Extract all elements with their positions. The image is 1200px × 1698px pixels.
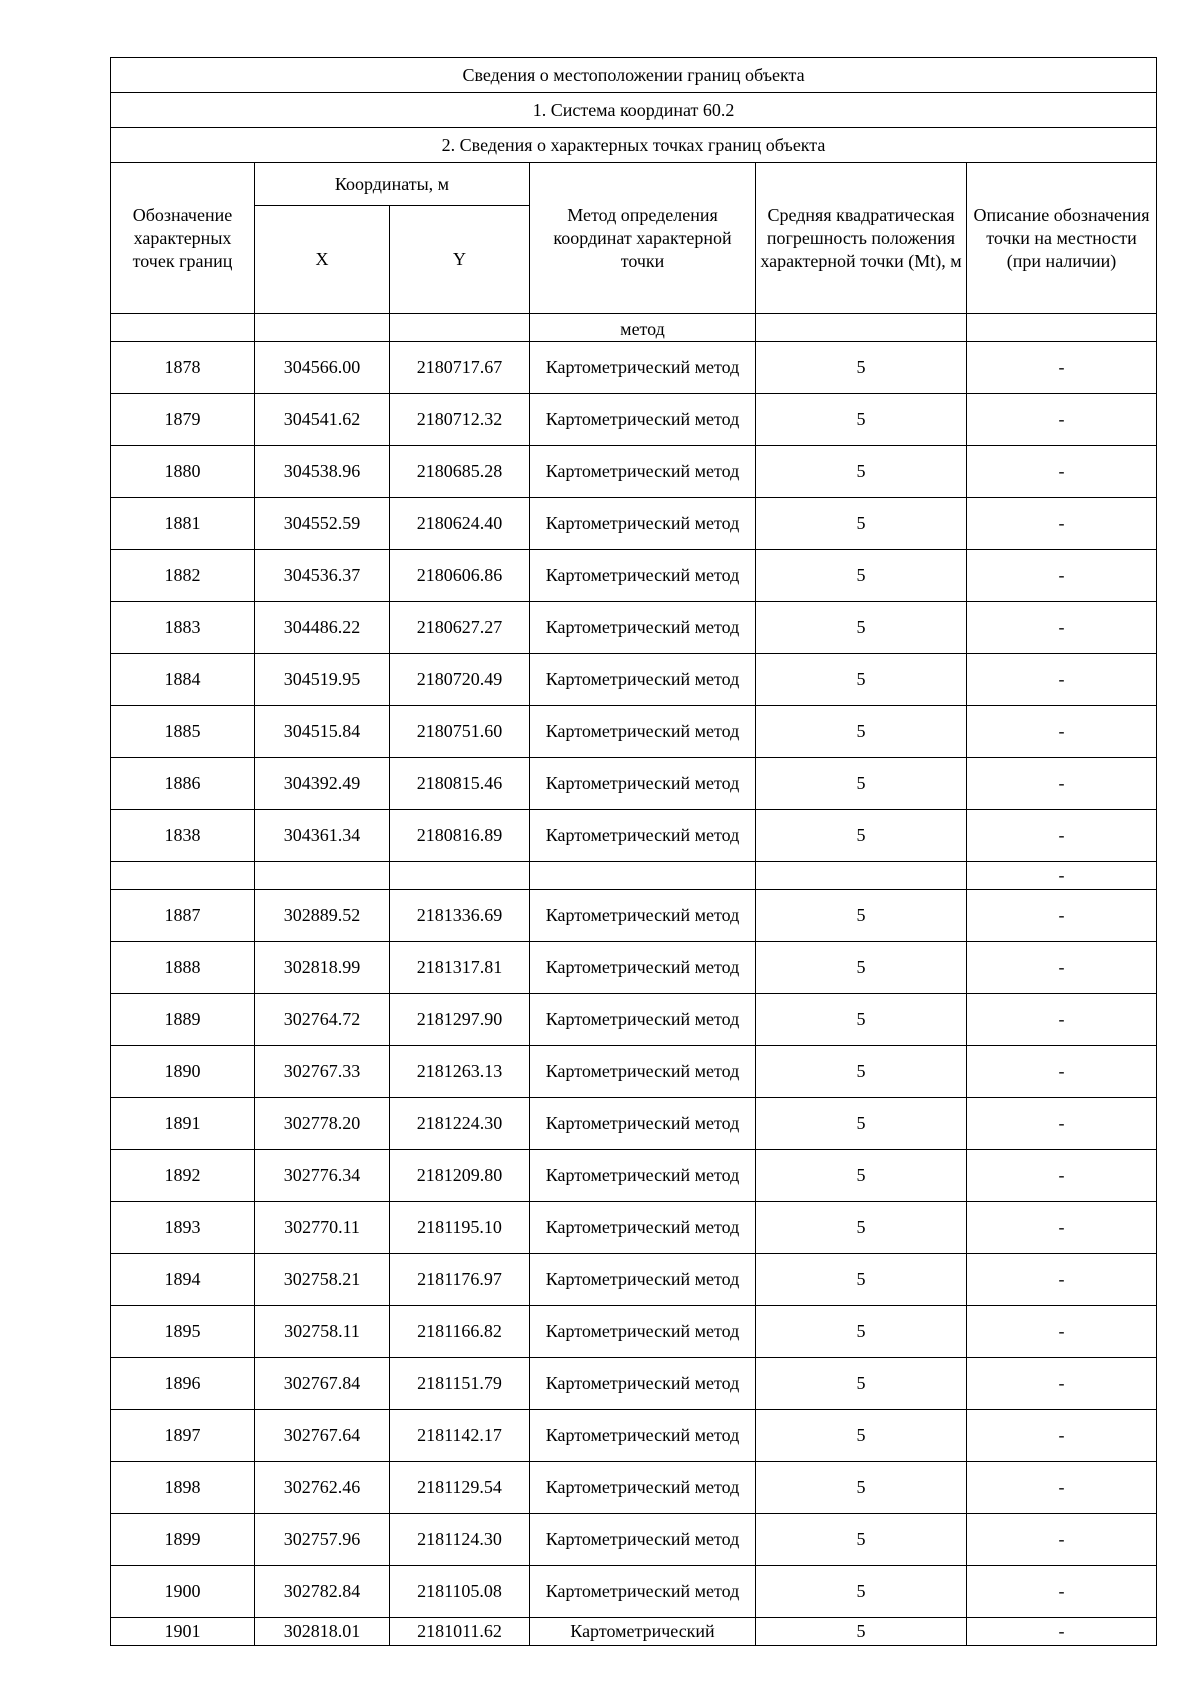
cell-point-id: 1889 xyxy=(111,994,255,1046)
header-accuracy: Средняя квадратическая погрешность положения характерной точки (Mt), м xyxy=(756,163,967,314)
cell-point-id: 1894 xyxy=(111,1254,255,1306)
cell-accuracy: 5 xyxy=(756,1306,967,1358)
cell-accuracy: 5 xyxy=(756,890,967,942)
cell-description: - xyxy=(967,602,1157,654)
cell-method: Картометрический метод xyxy=(530,1410,756,1462)
cell-coord-y: 2181105.08 xyxy=(390,1566,530,1618)
cell-coord-y: 2181142.17 xyxy=(390,1410,530,1462)
cell-coord-y: 2181336.69 xyxy=(390,890,530,942)
cell-point-id: 1888 xyxy=(111,942,255,994)
cell-point-id: 1887 xyxy=(111,890,255,942)
cell-coord-x: 302776.34 xyxy=(255,1150,390,1202)
cell-description: - xyxy=(967,1254,1157,1306)
cell-empty xyxy=(390,314,530,342)
cell-point-id: 1883 xyxy=(111,602,255,654)
cell-accuracy: 5 xyxy=(756,342,967,394)
table-row xyxy=(111,810,1157,862)
cell-coord-x: 302758.21 xyxy=(255,1254,390,1306)
cell-coord-x: 304515.84 xyxy=(255,706,390,758)
cell-accuracy: 5 xyxy=(756,1254,967,1306)
table-row xyxy=(111,654,1157,706)
cell-coord-x: 302889.52 xyxy=(255,890,390,942)
cell-coord-x: 304392.49 xyxy=(255,758,390,810)
cell-description: - xyxy=(967,1566,1157,1618)
cell-description: - xyxy=(967,446,1157,498)
cell-accuracy: 5 xyxy=(756,758,967,810)
cell-method: Картометрический метод xyxy=(530,1150,756,1202)
cell-empty xyxy=(111,314,255,342)
cell-accuracy: 5 xyxy=(756,446,967,498)
table-row xyxy=(111,1566,1157,1618)
cell-point-id: 1896 xyxy=(111,1358,255,1410)
cell-accuracy: 5 xyxy=(756,1098,967,1150)
cell-method: Картометрический метод xyxy=(530,1358,756,1410)
cell-coord-y: 2180816.89 xyxy=(390,810,530,862)
table-row xyxy=(111,1410,1157,1462)
cell-coord-x: 304536.37 xyxy=(255,550,390,602)
cell-description: - xyxy=(967,706,1157,758)
table-row xyxy=(111,1358,1157,1410)
table-row xyxy=(111,1306,1157,1358)
cell-coord-y: 2181209.80 xyxy=(390,1150,530,1202)
cell-accuracy: 5 xyxy=(756,1618,967,1646)
cell-point-id: 1900 xyxy=(111,1566,255,1618)
cell-method: Картометрический метод xyxy=(530,1098,756,1150)
cell-point-id: 1893 xyxy=(111,1202,255,1254)
points-section-title: 2. Сведения о характерных точках границ объекта xyxy=(111,128,1157,163)
cell-accuracy: 5 xyxy=(756,1202,967,1254)
table-row xyxy=(111,1150,1157,1202)
cell-empty xyxy=(756,862,967,890)
cell-accuracy: 5 xyxy=(756,942,967,994)
cell-description: - xyxy=(967,342,1157,394)
cell-empty xyxy=(255,862,390,890)
cell-description: - xyxy=(967,1462,1157,1514)
cell-coord-x: 304538.96 xyxy=(255,446,390,498)
cell-coord-x: 304566.00 xyxy=(255,342,390,394)
cell-point-id: 1897 xyxy=(111,1410,255,1462)
separator-description: - xyxy=(967,862,1157,890)
cell-empty xyxy=(967,314,1157,342)
cell-coord-y: 2181297.90 xyxy=(390,994,530,1046)
cell-method: Картометрический метод xyxy=(530,550,756,602)
cell-empty xyxy=(390,862,530,890)
boundary-points-table xyxy=(110,57,1157,1646)
cell-accuracy: 5 xyxy=(756,394,967,446)
cell-coord-y: 2180685.28 xyxy=(390,446,530,498)
cell-coord-x: 302767.84 xyxy=(255,1358,390,1410)
cell-coord-x: 304361.34 xyxy=(255,810,390,862)
cell-point-id: 1884 xyxy=(111,654,255,706)
cell-point-id: 1895 xyxy=(111,1306,255,1358)
cell-description: - xyxy=(967,810,1157,862)
cell-coord-x: 302762.46 xyxy=(255,1462,390,1514)
cell-coord-y: 2181263.13 xyxy=(390,1046,530,1098)
table-row xyxy=(111,498,1157,550)
table-row xyxy=(111,1046,1157,1098)
table-row xyxy=(111,602,1157,654)
cell-method: Картометрический метод xyxy=(530,942,756,994)
cell-method: Картометрический метод xyxy=(530,394,756,446)
cell-coord-y: 2181129.54 xyxy=(390,1462,530,1514)
cell-point-id: 1879 xyxy=(111,394,255,446)
cell-coord-x: 304541.62 xyxy=(255,394,390,446)
cell-accuracy: 5 xyxy=(756,550,967,602)
cell-coord-x: 304519.95 xyxy=(255,654,390,706)
cell-description: - xyxy=(967,1150,1157,1202)
cell-description: - xyxy=(967,498,1157,550)
cell-point-id: 1899 xyxy=(111,1514,255,1566)
cell-description: - xyxy=(967,1306,1157,1358)
cell-accuracy: 5 xyxy=(756,1566,967,1618)
cell-accuracy: 5 xyxy=(756,1462,967,1514)
cell-accuracy: 5 xyxy=(756,1150,967,1202)
cell-coord-x: 302764.72 xyxy=(255,994,390,1046)
cell-coord-y: 2180712.32 xyxy=(390,394,530,446)
cell-method: Картометрический метод xyxy=(530,498,756,550)
cell-description: - xyxy=(967,994,1157,1046)
cell-point-id: 1890 xyxy=(111,1046,255,1098)
table-row xyxy=(111,1514,1157,1566)
cell-description: - xyxy=(967,1358,1157,1410)
cell-coord-x: 302778.20 xyxy=(255,1098,390,1150)
cell-method: Картометрический метод xyxy=(530,1254,756,1306)
coordinate-system: 1. Система координат 60.2 xyxy=(111,93,1157,128)
cell-description: - xyxy=(967,1514,1157,1566)
cell-coord-y: 2181176.97 xyxy=(390,1254,530,1306)
table-row xyxy=(111,942,1157,994)
cell-coord-x: 302767.33 xyxy=(255,1046,390,1098)
cell-method: Картометрический метод xyxy=(530,1306,756,1358)
cell-method: Картометрический метод xyxy=(530,1514,756,1566)
cell-description: - xyxy=(967,394,1157,446)
header-method: Метод определения координат характерной точки xyxy=(530,163,756,314)
header-y: Y xyxy=(390,206,530,314)
table-row xyxy=(111,994,1157,1046)
table-row xyxy=(111,706,1157,758)
cell-description: - xyxy=(967,1410,1157,1462)
cell-point-id: 1885 xyxy=(111,706,255,758)
cell-coord-x: 302818.01 xyxy=(255,1618,390,1646)
header-coordinates: Координаты, м xyxy=(255,163,530,206)
cell-accuracy: 5 xyxy=(756,1358,967,1410)
cell-method: Картометрический метод xyxy=(530,654,756,706)
cell-coord-x: 302770.11 xyxy=(255,1202,390,1254)
cell-point-id: 1898 xyxy=(111,1462,255,1514)
cell-accuracy: 5 xyxy=(756,602,967,654)
cell-coord-x: 304552.59 xyxy=(255,498,390,550)
table-row xyxy=(111,1254,1157,1306)
cell-point-id: 1892 xyxy=(111,1150,255,1202)
table-title: Сведения о местоположении границ объекта xyxy=(111,58,1157,93)
cell-coord-y: 2180717.67 xyxy=(390,342,530,394)
table-row xyxy=(111,550,1157,602)
continuation-row xyxy=(111,314,1157,342)
cell-description: - xyxy=(967,758,1157,810)
cell-coord-y: 2181166.82 xyxy=(390,1306,530,1358)
cell-accuracy: 5 xyxy=(756,1410,967,1462)
cell-method: Картометрический метод xyxy=(530,706,756,758)
cell-coord-y: 2181124.30 xyxy=(390,1514,530,1566)
table-row xyxy=(111,890,1157,942)
table-row xyxy=(111,1462,1157,1514)
cell-coord-x: 302758.11 xyxy=(255,1306,390,1358)
cell-method: Картометрический метод xyxy=(530,1566,756,1618)
continuation-method: метод xyxy=(530,314,756,342)
cell-description: - xyxy=(967,550,1157,602)
cell-method: Картометрический метод xyxy=(530,1046,756,1098)
cell-coord-y: 2180720.49 xyxy=(390,654,530,706)
cell-coord-x: 304486.22 xyxy=(255,602,390,654)
cell-accuracy: 5 xyxy=(756,994,967,1046)
cell-coord-y: 2180627.27 xyxy=(390,602,530,654)
cell-point-id: 1880 xyxy=(111,446,255,498)
table-row xyxy=(111,1202,1157,1254)
cell-method: Картометрический метод xyxy=(530,602,756,654)
cell-coord-x: 302818.99 xyxy=(255,942,390,994)
separator-row xyxy=(111,862,1157,890)
cell-coord-y: 2180751.60 xyxy=(390,706,530,758)
cell-empty xyxy=(756,314,967,342)
table-row xyxy=(111,394,1157,446)
cell-coord-y: 2181317.81 xyxy=(390,942,530,994)
cell-coord-y: 2181195.10 xyxy=(390,1202,530,1254)
cell-method: Картометрический метод xyxy=(530,446,756,498)
cell-coord-y: 2180624.40 xyxy=(390,498,530,550)
table-row xyxy=(111,1618,1157,1646)
cell-coord-x: 302767.64 xyxy=(255,1410,390,1462)
cell-accuracy: 5 xyxy=(756,1514,967,1566)
table-row xyxy=(111,1098,1157,1150)
cell-point-id: 1878 xyxy=(111,342,255,394)
cell-accuracy: 5 xyxy=(756,706,967,758)
cell-point-id: 1901 xyxy=(111,1618,255,1646)
cell-method: Картометрический метод xyxy=(530,994,756,1046)
cell-point-id: 1882 xyxy=(111,550,255,602)
cell-coord-y: 2180815.46 xyxy=(390,758,530,810)
cell-coord-y: 2181224.30 xyxy=(390,1098,530,1150)
cell-point-id: 1891 xyxy=(111,1098,255,1150)
cell-accuracy: 5 xyxy=(756,498,967,550)
cell-description: - xyxy=(967,654,1157,706)
header-x: X xyxy=(255,206,390,314)
cell-description: - xyxy=(967,1618,1157,1646)
cell-coord-x: 302757.96 xyxy=(255,1514,390,1566)
cell-accuracy: 5 xyxy=(756,1046,967,1098)
table-row xyxy=(111,446,1157,498)
header-description: Описание обозначения точки на местности (при наличии) xyxy=(967,163,1157,314)
cell-description: - xyxy=(967,942,1157,994)
cell-method: Картометрический xyxy=(530,1618,756,1646)
cell-point-id: 1881 xyxy=(111,498,255,550)
cell-coord-x: 302782.84 xyxy=(255,1566,390,1618)
cell-method: Картометрический метод xyxy=(530,1462,756,1514)
cell-empty xyxy=(255,314,390,342)
cell-accuracy: 5 xyxy=(756,654,967,706)
cell-coord-y: 2181151.79 xyxy=(390,1358,530,1410)
header-designation: Обозначение характерных точек границ xyxy=(111,163,255,314)
cell-coord-y: 2181011.62 xyxy=(390,1618,530,1646)
cell-empty xyxy=(530,862,756,890)
cell-description: - xyxy=(967,1098,1157,1150)
cell-description: - xyxy=(967,1046,1157,1098)
cell-description: - xyxy=(967,1202,1157,1254)
cell-coord-y: 2180606.86 xyxy=(390,550,530,602)
cell-accuracy: 5 xyxy=(756,810,967,862)
cell-description: - xyxy=(967,890,1157,942)
cell-method: Картометрический метод xyxy=(530,810,756,862)
table-row xyxy=(111,758,1157,810)
cell-point-id: 1838 xyxy=(111,810,255,862)
cell-empty xyxy=(111,862,255,890)
cell-method: Картометрический метод xyxy=(530,342,756,394)
table-row xyxy=(111,342,1157,394)
cell-method: Картометрический метод xyxy=(530,1202,756,1254)
cell-point-id: 1886 xyxy=(111,758,255,810)
cell-method: Картометрический метод xyxy=(530,890,756,942)
cell-method: Картометрический метод xyxy=(530,758,756,810)
